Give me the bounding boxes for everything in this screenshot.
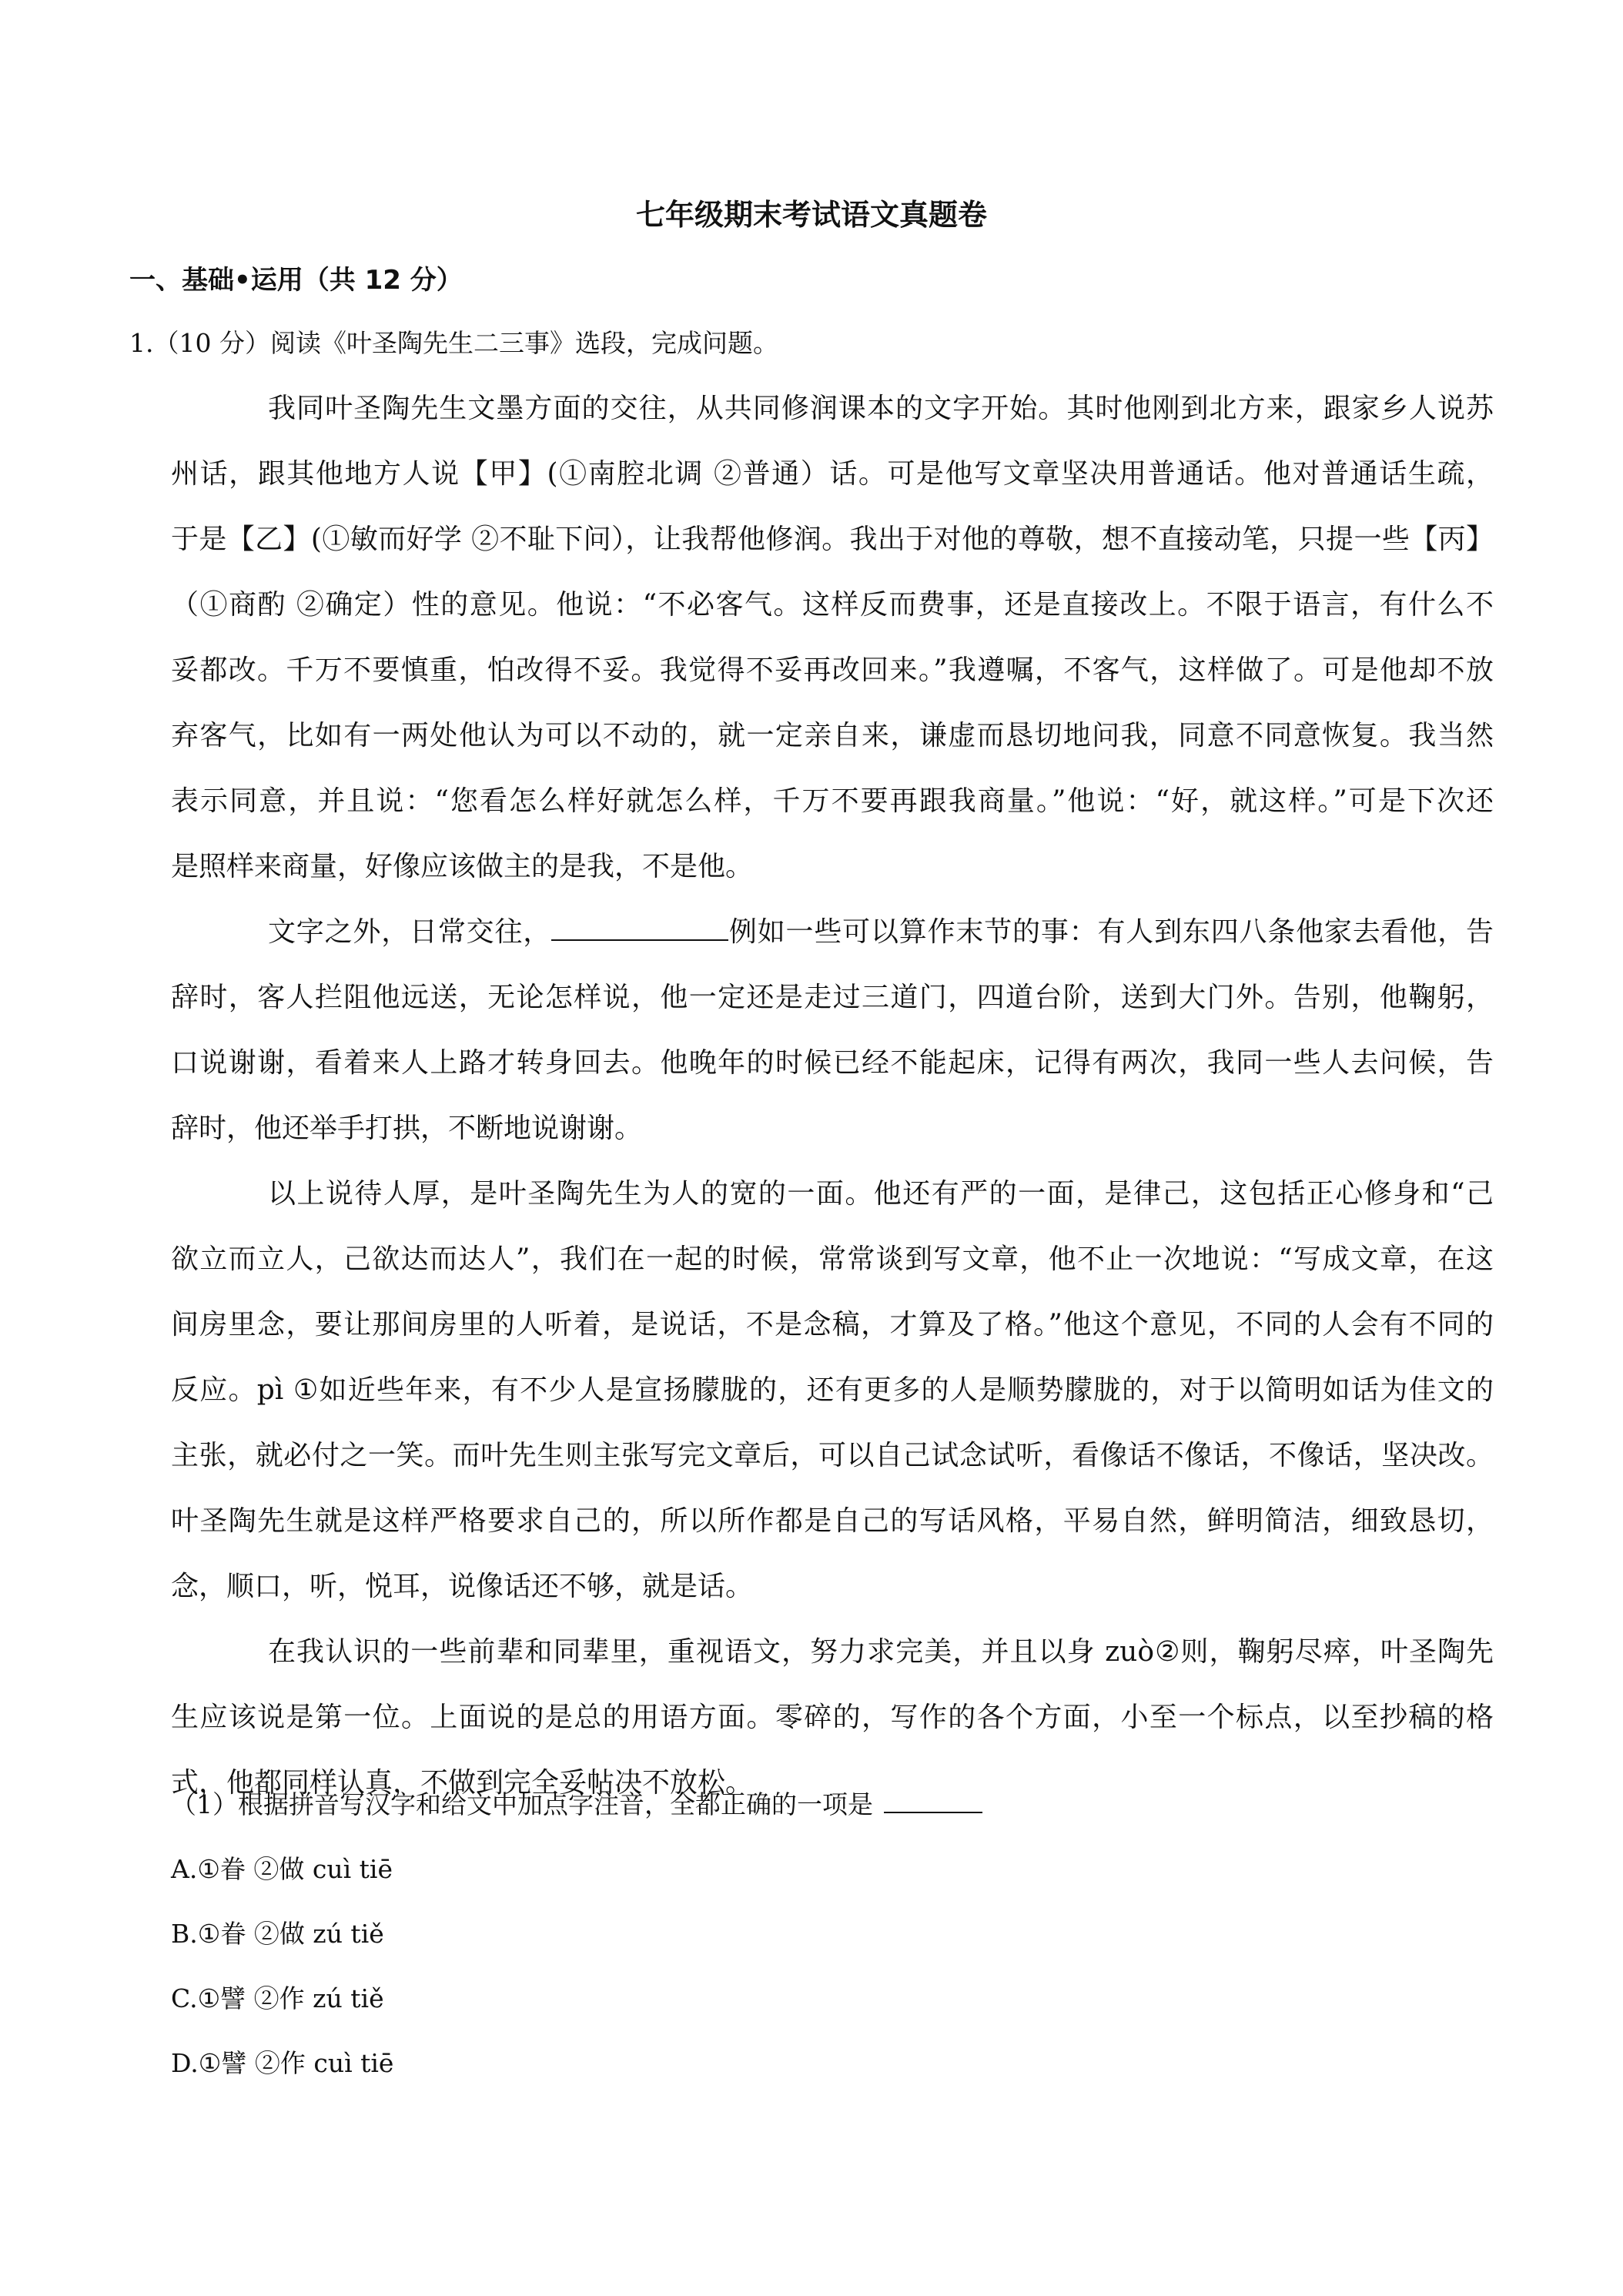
passage-line: 辞时，客人拦阻他远送，无论怎样说，他一定还是走过三道门，四道台阶，送到大门外。告别，他鞠躬， — [171, 982, 1494, 1013]
option-a[interactable]: A.①眷 ②做 cuì tiē — [171, 1854, 393, 1884]
passage-line: （①商酌 ②确定）性的意见。他说：“不必客气。这样反而费事，还是直接改上。不限于语言，有什么不 — [171, 589, 1494, 621]
fill-in-blank[interactable] — [551, 916, 728, 941]
option-b[interactable]: B.①眷 ②做 zú tiě — [171, 1919, 384, 1949]
answer-blank[interactable] — [884, 1790, 982, 1813]
sub-question-text: （1）根据拼音写汉字和给文中加点字注音，全都正确的一项是 — [171, 1789, 873, 1819]
passage-line: 辞时，他还举手打拱，不断地说谢谢。 — [171, 1113, 643, 1144]
passage-line: 口说谢谢，看着来人上路才转身回去。他晚年的时候已经不能起床，记得有两次，我同一些人去问候，告 — [171, 1047, 1494, 1079]
passage-text: 例如一些可以算作末节的事：有人到东四八条他家去看他，告 — [728, 916, 1494, 948]
passage-line: 弃客气，比如有一两处他认为可以不动的，就一定亲自来，谦虚而恳切地问我，同意不同意恢复。我当然 — [171, 720, 1494, 751]
passage-line: 主张，就必付之一笑。而叶先生则主张写完文章后，可以自己试念试听，看像话不像话，不像话，坚决改。 — [171, 1440, 1494, 1471]
question-stem: 1.（10 分）阅读《叶圣陶先生二三事》选段，完成问题。 — [129, 328, 778, 358]
passage-line-with-blank — [171, 899, 1494, 965]
passage-line: 州话，跟其他地方人说【甲】(①南腔北调 ②普通）话。可是他写文章坚决用普通话。他对普通话生疏， — [171, 458, 1494, 490]
passage-text: 文字之外，日常交往， — [268, 916, 552, 948]
reading-passage — [171, 376, 1494, 1816]
page-title: 七年级期末考试语文真题卷 — [635, 198, 987, 232]
passage-line: 反应。pì ①如近些年来，有不少人是宣扬朦胧的，还有更多的人是顺势朦胧的，对于以简明如话为佳文的 — [171, 1374, 1494, 1406]
option-d[interactable]: D.①譬 ②作 cuì tiē — [171, 2048, 394, 2078]
passage-line: 以上说待人厚，是叶圣陶先生为人的宽的一面。他还有严的一面，是律己，这包括正心修身和“己 — [268, 1178, 1494, 1210]
passage-line: 在我认识的一些前辈和同辈里，重视语文，努力求完美，并且以身 zuò②则，鞠躬尽瘁，叶圣陶先 — [268, 1636, 1494, 1668]
passage-line: 是照样来商量，好像应该做主的是我，不是他。 — [171, 851, 754, 882]
passage-line: 表示同意，并且说：“您看怎么样好就怎么样，千万不要再跟我商量。”他说：“好，就这样。”可是下次还 — [171, 785, 1494, 817]
passage-line: 妥都改。千万不要慎重，怕改得不妥。我觉得不妥再改回来。”我遵嘱，不客气，这样做了。可是他却不放 — [171, 654, 1494, 686]
option-c[interactable]: C.①譬 ②作 zú tiě — [171, 1983, 384, 2013]
passage-line: 间房里念，要让那间房里的人听着，是说话，不是念稿，才算及了格。”他这个意见，不同的人会有不同的 — [171, 1309, 1494, 1340]
section-heading: 一、基础•运用（共 12 分） — [129, 265, 463, 296]
passage-line: 于是【乙】(①敏而好学 ②不耻下问），让我帮他修润。我出于对他的尊敬，想不直接动笔，只提一些【丙】 — [171, 524, 1494, 555]
sub-question — [171, 1785, 982, 1821]
passage-line: 叶圣陶先生就是这样严格要求自己的，所以所作都是自己的写话风格，平易自然，鲜明简洁，细致恳切， — [171, 1505, 1494, 1537]
passage-line: 生应该说是第一位。上面说的是总的用语方面。零碎的，写作的各个方面，小至一个标点，以至抄稿的格 — [171, 1702, 1494, 1733]
passage-line: 我同叶圣陶先生文墨方面的交往，从共同修润课本的文字开始。其时他刚到北方来，跟家乡人说苏 — [268, 393, 1494, 424]
passage-line: 念，顺口，听，悦耳，说像话还不够，就是话。 — [171, 1571, 754, 1602]
passage-line: 式，他都同样认真，不做到完全妥帖决不放松。 — [171, 1767, 754, 1799]
passage-line: 欲立而立人，己欲达而达人”，我们在一起的时候，常常谈到写文章，他不止一次地说：“写成文章，在这 — [171, 1243, 1494, 1275]
